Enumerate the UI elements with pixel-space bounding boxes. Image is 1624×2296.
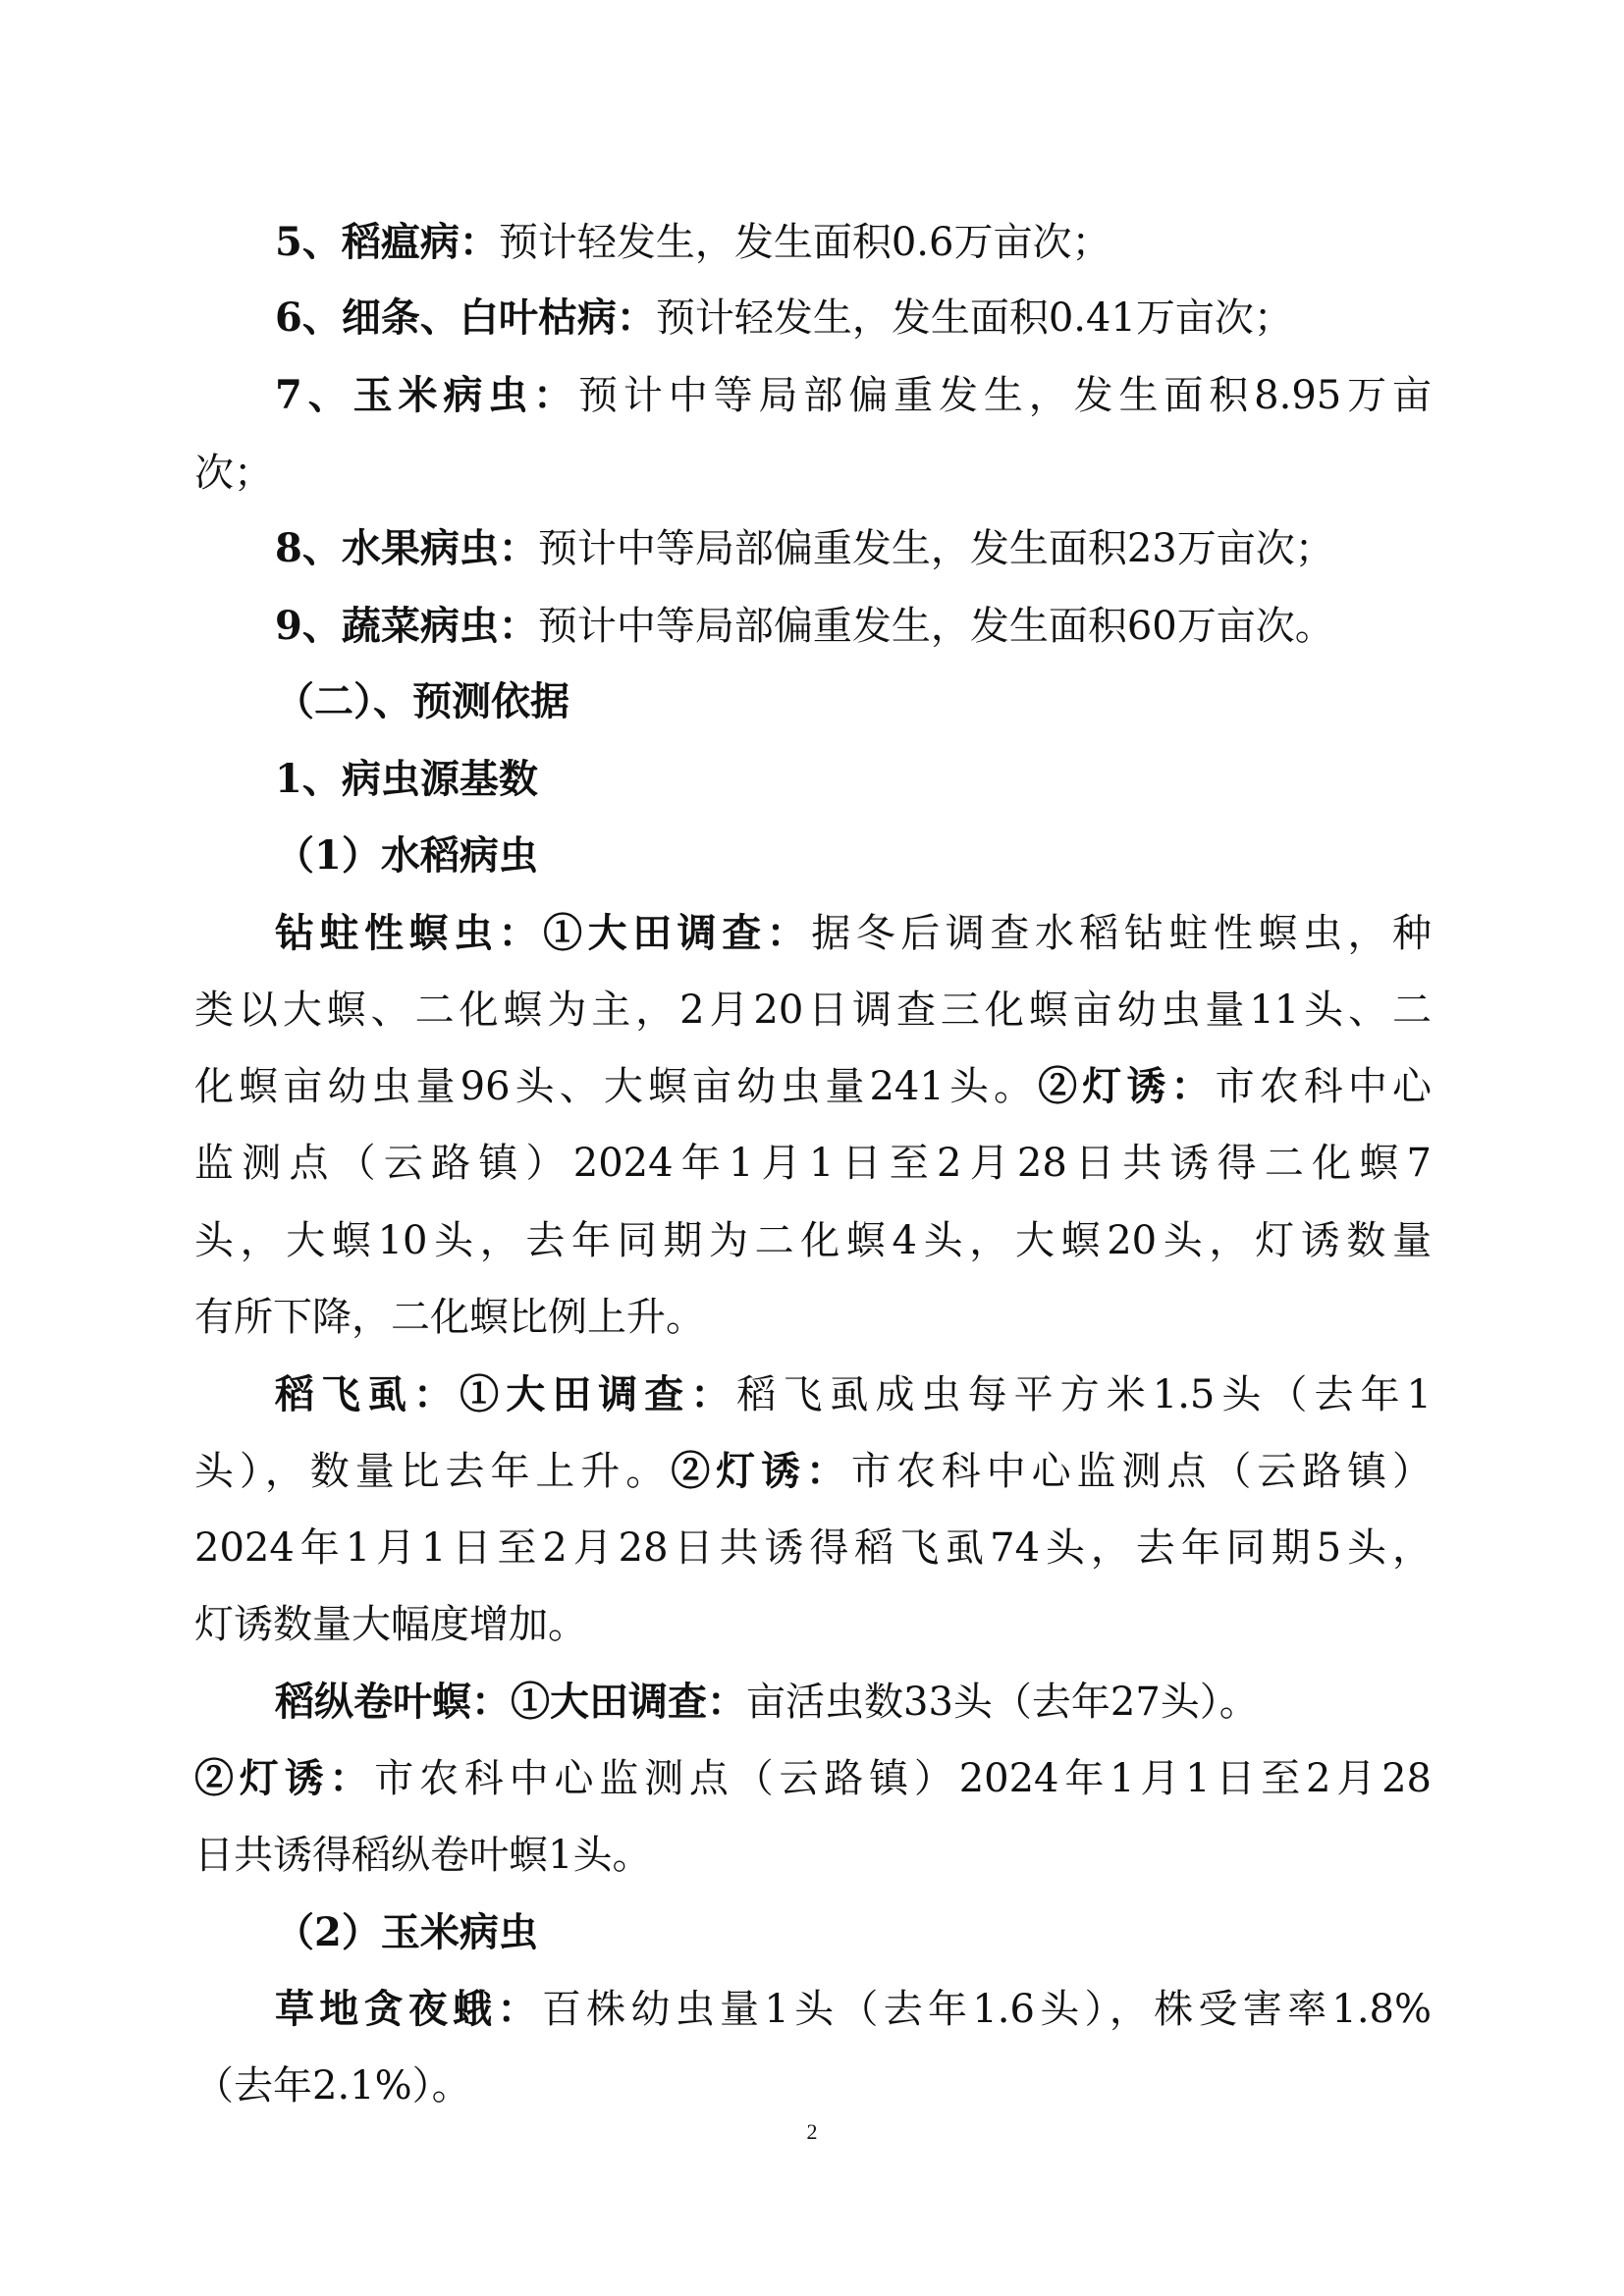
paragraph-planthopper-line — [275, 1370, 1432, 1419]
item-text: 头），数量比去年上升。 — [194, 1449, 672, 1494]
text-line — [194, 1062, 1432, 1111]
paragraph-armyworm-line — [275, 1985, 1432, 2034]
text-line: 有所下降，二化螟比例上升。 — [194, 1295, 705, 1340]
item-heading: 8、水果病虫： — [275, 525, 538, 571]
paragraph-borers-line — [275, 909, 1432, 958]
item-text: 市农科中心 — [1215, 1064, 1433, 1109]
text-line: 类以大螟、二化螟为主，2月20日调查三化螟亩幼虫量11头、二 — [194, 988, 1432, 1033]
item-text: 预计中等局部偏重发生，发生面积23万亩次； — [537, 526, 1334, 571]
pest-name: 草地贪夜蛾： — [275, 1986, 542, 2032]
method-label: ①大田调查： — [543, 910, 812, 956]
item-text: 百株幼虫量1头（去年1.6头），株受害率1.8% — [541, 1987, 1432, 2032]
method-label: ②灯诱： — [1038, 1063, 1216, 1109]
pest-name: 稻纵卷叶螟： — [275, 1679, 511, 1725]
pest-name: 稻飞虱： — [275, 1371, 460, 1417]
subsection-heading: 1、病虫源基数 — [275, 756, 538, 802]
item-text: 预计中等局部偏重发生，发生面积60万亩次。 — [537, 604, 1334, 649]
text-line — [194, 449, 273, 498]
item-heading: 5、稻瘟病： — [275, 219, 499, 265]
item-heading: 7、玉米病虫： — [275, 372, 578, 418]
method-label: ①大田调查： — [511, 1679, 746, 1725]
paragraph-leafroller-line — [275, 1678, 1259, 1727]
item-text: 预计轻发生，发生面积0.6万亩次； — [498, 220, 1111, 265]
item-text: 市农科中心监测点（云路镇）2024年1月1日至2月28 — [374, 1756, 1433, 1801]
item-text: 次； — [194, 451, 273, 496]
method-label: ②灯诱： — [194, 1755, 375, 1801]
method-label: ①大田调查： — [460, 1371, 737, 1417]
method-label: ②灯诱： — [671, 1448, 851, 1494]
subsection-heading-rice: （1）水稻病虫 — [275, 832, 538, 879]
section-heading: （二）、预测依据 — [275, 678, 569, 724]
forecast-item-fruit-pests — [275, 524, 1334, 573]
item-text: 预计中等局部偏重发生，发生面积8.95万亩 — [577, 373, 1432, 418]
text-line: 2024年1月1日至2月28日共诱得稻飞虱74头，去年同期5头， — [194, 1525, 1432, 1571]
item-text: 稻飞虱成虫每平方米1.5头（去年1 — [736, 1372, 1432, 1417]
item-text: 据冬后调查水稻钻蛀性螟虫，种 — [811, 911, 1433, 956]
page-number: 2 — [806, 2119, 818, 2144]
item-heading: 9、蔬菜病虫： — [275, 603, 538, 649]
text-line — [194, 1447, 1432, 1496]
item-text: 亩活虫数33头（去年27头）。 — [746, 1680, 1259, 1725]
text-line: 灯诱数量大幅度增加。 — [194, 1602, 587, 1647]
forecast-item-leaf-blight — [275, 294, 1293, 343]
item-text: 化螟亩幼虫量96头、大螟亩幼虫量241头。 — [194, 1064, 1039, 1109]
item-text: 预计轻发生，发生面积0.41万亩次； — [655, 295, 1293, 341]
text-line: 日共诱得稻纵卷叶螟1头。 — [194, 1833, 652, 1878]
forecast-item-vegetable-pests — [275, 602, 1334, 651]
text-line: （去年2.1%）。 — [194, 2063, 471, 2109]
subsection-heading-corn: （2）玉米病虫 — [275, 1909, 538, 1955]
forecast-item-rice-blast — [275, 218, 1110, 267]
text-line — [194, 1754, 1432, 1803]
item-heading: 6、细条、白叶枯病： — [275, 294, 656, 341]
pest-name: 钻蛀性螟虫： — [275, 910, 544, 956]
text-line: 头，大螟10头，去年同期为二化螟4头，大螟20头，灯诱数量 — [194, 1218, 1432, 1263]
forecast-item-corn-pests — [275, 371, 1432, 420]
item-text: 市农科中心监测点（云路镇） — [850, 1449, 1433, 1494]
text-line: 监测点（云路镇）2024年1月1日至2月28日共诱得二化螟7 — [194, 1141, 1432, 1186]
